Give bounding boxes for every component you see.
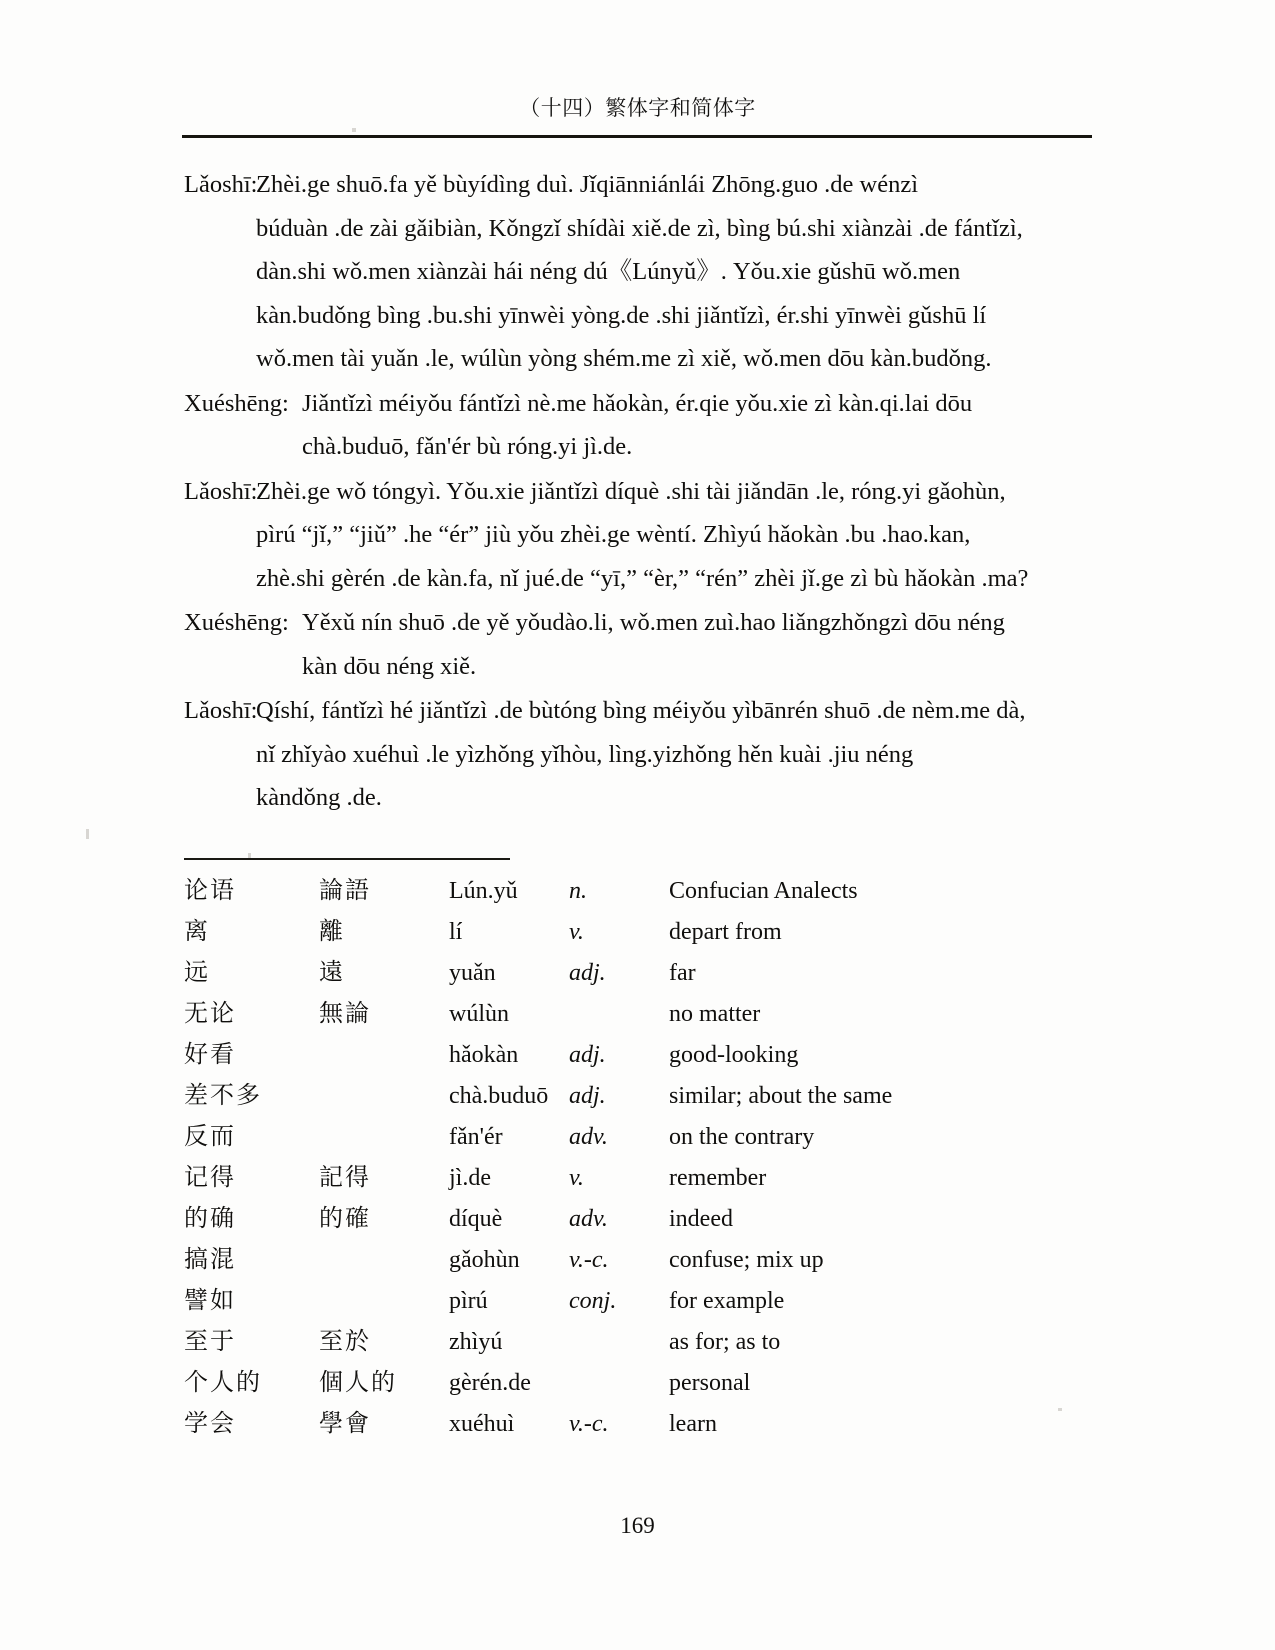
vocab-traditional (319, 1075, 449, 1116)
dialogue-text: chà.buduō, fǎn'ér bù róng.yi jì.de. (302, 433, 633, 460)
dialogue-line (184, 557, 1092, 601)
vocab-pinyin: xuéhuì (449, 1411, 515, 1438)
scan-speck (1058, 1408, 1062, 1411)
vocab-part-of-speech (569, 1362, 669, 1403)
vocabulary-row (184, 1116, 1084, 1157)
dialogue-line (184, 733, 1092, 777)
vocab-definition: depart from (669, 919, 782, 946)
vocab-simplified: 差不多 (184, 1081, 262, 1110)
vocab-traditional: 的確 (319, 1204, 371, 1233)
scan-speck (86, 829, 89, 839)
dialogue-text: wǒ.men tài yuǎn .le, wúlùn yòng shém.me zì xiě, wǒ.men dōu kàn.budǒng. (256, 345, 992, 372)
dialogue-line (184, 294, 1092, 338)
dialogue-line (184, 645, 1092, 689)
vocabulary-row (184, 1362, 1084, 1403)
vocab-pinyin: hǎokàn (449, 1042, 519, 1069)
vocab-definition: no matter (669, 1001, 761, 1028)
vocab-simplified: 譬如 (184, 1286, 236, 1315)
dialogue-line (184, 250, 1092, 294)
vocab-definition: similar; about the same (669, 1083, 893, 1110)
dialogue-text: pìrú “jǐ,” “jiǔ” .he “ér” jiù yǒu zhèi.ge wèntí. Zhìyú hǎokàn .bu .hao.kan, (256, 521, 971, 548)
vocab-traditional (319, 1116, 449, 1157)
vocabulary-row (184, 1239, 1084, 1280)
vocab-traditional: 至於 (319, 1327, 371, 1356)
vocab-part-of-speech: adj. (569, 1042, 606, 1069)
vocab-part-of-speech: v.-c. (569, 1247, 609, 1274)
dialogue-text: nǐ zhǐyào xuéhuì .le yìzhǒng yǐhòu, lìng.yizhǒng hěn kuài .jiu néng (256, 740, 914, 768)
vocab-traditional (319, 1280, 449, 1321)
vocabulary-row (184, 993, 1084, 1034)
vocab-definition: indeed (669, 1206, 733, 1233)
dialogue-text: kàn dōu néng xiě. (302, 652, 477, 680)
vocab-simplified: 学会 (184, 1409, 236, 1438)
vocab-simplified: 好看 (184, 1040, 236, 1069)
vocab-part-of-speech: adj. (569, 1083, 606, 1110)
dialogue-line (184, 382, 1092, 426)
vocabulary-row (184, 1075, 1084, 1116)
vocab-simplified: 搞混 (184, 1245, 236, 1274)
vocab-traditional: 記得 (319, 1163, 371, 1192)
vocabulary-row (184, 952, 1084, 993)
vocab-simplified: 反而 (184, 1122, 236, 1151)
vocab-part-of-speech: adv. (569, 1206, 608, 1233)
dialogue-block (184, 163, 1092, 821)
speaker-label: Lǎoshī: (184, 697, 258, 724)
vocab-traditional: 遠 (319, 958, 345, 987)
dialogue-turn (184, 470, 1092, 601)
vocabulary-row (184, 1198, 1084, 1239)
dialogue-line (184, 776, 1092, 820)
vocab-traditional (319, 1239, 449, 1280)
scan-speck (248, 853, 251, 858)
vocab-traditional: 無論 (319, 999, 371, 1028)
dialogue-text: búduàn .de zài gǎibiàn, Kǒngzǐ shídài xiě.de zì, bìng bú.shi xiànzài .de fántǐzì, (256, 214, 1023, 242)
vocab-simplified: 记得 (184, 1163, 236, 1192)
vocab-definition: learn (669, 1411, 717, 1438)
vocab-pinyin: wúlùn (449, 1001, 509, 1028)
vocab-definition: far (669, 960, 696, 987)
header-rule (182, 135, 1092, 138)
vocab-definition: Confucian Analects (669, 878, 858, 905)
speaker-label: Xuéshēng: (184, 609, 289, 636)
vocab-definition: as for; as to (669, 1329, 781, 1356)
speaker-label: Lǎoshī: (184, 477, 258, 505)
vocab-simplified: 的确 (184, 1204, 236, 1233)
dialogue-text: kàn.budǒng bìng .bu.shi yīnwèi yòng.de .shi jiǎntǐzì, ér.shi yīnwèi gǔshū lí (256, 301, 987, 329)
dialogue-turn (184, 689, 1092, 820)
vocab-part-of-speech: adj. (569, 960, 606, 987)
vocab-definition: confuse; mix up (669, 1247, 824, 1274)
dialogue-turn (184, 382, 1092, 469)
dialogue-text: dàn.shi wǒ.men xiànzài hái néng dú《Lúnyǔ》. Yǒu.xie gǔshū wǒ.men (256, 258, 961, 285)
dialogue-line (184, 207, 1092, 251)
vocab-pinyin: gèrén.de (449, 1370, 531, 1397)
vocabulary-table (184, 870, 1084, 1444)
vocab-part-of-speech: v. (569, 1165, 584, 1192)
page-number: 169 (620, 1513, 655, 1538)
vocab-pinyin: Lún.yǔ (449, 878, 518, 905)
vocab-traditional: 學會 (319, 1409, 371, 1438)
vocab-part-of-speech: n. (569, 878, 587, 905)
vocab-simplified: 远 (184, 958, 210, 987)
vocab-part-of-speech: conj. (569, 1288, 617, 1315)
dialogue-text: kàndǒng .de. (256, 784, 382, 811)
vocab-pinyin: fǎn'ér (449, 1124, 503, 1151)
vocabulary-row (184, 1157, 1084, 1198)
dialogue-text: zhè.shi gèrén .de kàn.fa, nǐ jué.de “yī,” “èr,” “rén” zhèi jǐ.ge zì bù hǎokàn .ma? (256, 564, 1029, 592)
vocab-part-of-speech (569, 993, 669, 1034)
vocab-part-of-speech: v.-c. (569, 1411, 609, 1438)
vocab-traditional (319, 1034, 449, 1075)
vocabulary-row (184, 911, 1084, 952)
vocab-pinyin: pìrú (449, 1288, 488, 1315)
scan-speck (352, 128, 356, 132)
vocab-pinyin: lí (449, 919, 463, 946)
vocab-simplified: 离 (184, 917, 210, 946)
vocabulary-table-body (184, 870, 1084, 1444)
vocab-part-of-speech: adv. (569, 1124, 608, 1151)
vocab-definition: remember (669, 1165, 767, 1192)
vocab-pinyin: zhìyú (449, 1329, 503, 1356)
vocabulary-row (184, 1034, 1084, 1075)
dialogue-line (184, 689, 1092, 733)
vocab-simplified: 无论 (184, 999, 236, 1028)
vocab-traditional: 個人的 (319, 1368, 397, 1397)
dialogue-line (184, 513, 1092, 557)
vocab-definition: for example (669, 1288, 785, 1315)
vocab-traditional: 論語 (319, 876, 371, 905)
dialogue-text: Zhèi.ge shuō.fa yě bùyídìng duì. Jǐqiānniánlái Zhōng.guo .de wénzì (256, 171, 919, 198)
running-head: （十四）繁体字和简体字 (519, 96, 756, 120)
vocab-pinyin: jì.de (449, 1165, 491, 1192)
speaker-label: Lǎoshī: (184, 171, 258, 198)
vocab-definition: good-looking (669, 1042, 799, 1069)
vocab-pinyin: chà.buduō (449, 1083, 549, 1110)
dialogue-line (184, 425, 1092, 469)
dialogue-text: Jiǎntǐzì méiyǒu fántǐzì nè.me hǎokàn, ér.qie yǒu.xie zì kàn.qi.lai dōu (302, 389, 973, 417)
vocabulary-row (184, 870, 1084, 911)
vocab-definition: on the contrary (669, 1124, 815, 1151)
vocab-simplified: 至于 (184, 1327, 236, 1356)
dialogue-line (184, 163, 1092, 207)
dialogue-line (184, 337, 1092, 381)
vocab-part-of-speech (569, 1321, 669, 1362)
dialogue-text: Yěxǔ nín shuō .de yě yǒudào.li, wǒ.men zuì.hao liǎngzhǒngzì dōu néng (302, 609, 1005, 636)
vocab-part-of-speech: v. (569, 919, 584, 946)
dialogue-text: Qíshí, fántǐzì hé jiǎntǐzì .de bùtóng bìng méiyǒu yìbānrén shuō .de nèm.me dà, (256, 697, 1026, 724)
vocab-simplified: 论语 (184, 876, 236, 905)
dialogue-line (184, 601, 1092, 645)
vocab-traditional: 離 (319, 917, 345, 946)
vocab-pinyin: gǎohùn (449, 1247, 520, 1274)
vocab-pinyin: díquè (449, 1206, 503, 1233)
dialogue-turn (184, 163, 1092, 381)
dialogue-turn (184, 601, 1092, 688)
dialogue-text: Zhèi.ge wǒ tóngyì. Yǒu.xie jiǎntǐzì díquè .shi tài jiǎndān .le, róng.yi gǎohùn, (256, 477, 1006, 505)
vocabulary-row (184, 1321, 1084, 1362)
vocabulary-rule (184, 858, 510, 860)
vocab-simplified: 个人的 (184, 1368, 262, 1397)
vocab-pinyin: yuǎn (449, 960, 496, 987)
vocab-definition: personal (669, 1370, 751, 1397)
vocabulary-row (184, 1403, 1084, 1444)
vocabulary-block (184, 858, 1084, 1444)
dialogue-line (184, 470, 1092, 514)
vocabulary-row (184, 1280, 1084, 1321)
speaker-label: Xuéshēng: (184, 389, 289, 417)
